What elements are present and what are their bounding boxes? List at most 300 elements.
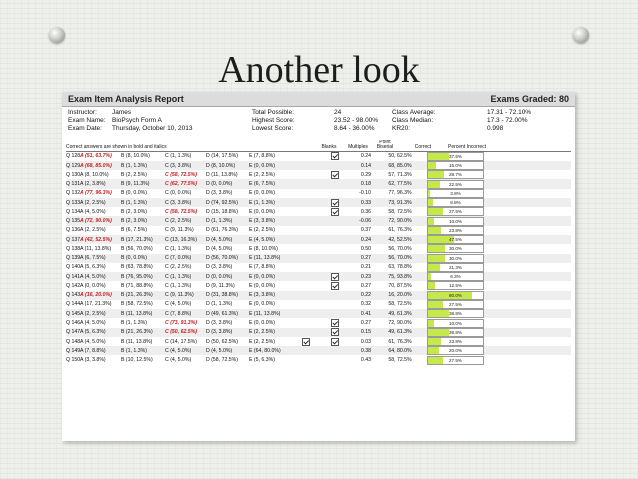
col-percent-incorrect: Percent Incorrect bbox=[448, 143, 487, 150]
summary-value-b: 24 bbox=[334, 109, 342, 116]
option-a: A (4, 5.0%) bbox=[80, 320, 106, 327]
percent-incorrect-cell bbox=[425, 319, 487, 328]
summary-value-c: 17.31 - 72.10% bbox=[487, 109, 532, 116]
percent-incorrect-label: 23.8% bbox=[448, 227, 463, 233]
question-number: Q 143 bbox=[66, 292, 80, 299]
option-d: D (11, 13.8%) bbox=[206, 171, 238, 178]
option-d: D (4, 5.0%) bbox=[206, 347, 233, 354]
option-b: B (76, 95.0%) bbox=[121, 273, 153, 280]
option-d: D (3, 3.8%) bbox=[206, 264, 233, 271]
option-e: E (0, 0.0%) bbox=[249, 320, 275, 327]
percent-incorrect-bar bbox=[427, 356, 484, 365]
option-d: D (1, 1.3%) bbox=[206, 218, 233, 225]
percent-incorrect-cell bbox=[425, 254, 487, 263]
point-biserial: 0.27 bbox=[360, 255, 371, 262]
correct-count: 62, 77.5% bbox=[388, 181, 412, 188]
pushpin-right-icon bbox=[573, 27, 589, 43]
option-e: E (11, 13.8%) bbox=[249, 255, 281, 262]
table-row bbox=[66, 244, 571, 253]
option-e: E (7, 8.8%) bbox=[249, 153, 275, 160]
percent-incorrect-label: 47.5% bbox=[448, 237, 463, 243]
summary-value-c: 17.3 - 72.00% bbox=[487, 117, 528, 125]
option-c: C (73, 91.3%) bbox=[165, 320, 198, 327]
option-d: D (3, 3.8%) bbox=[206, 320, 233, 327]
point-biserial: 0.36 bbox=[360, 208, 371, 215]
correct-count: 63, 78.8% bbox=[388, 264, 412, 271]
col-blanks: Blanks bbox=[321, 143, 337, 150]
summary-value-a: BioPsych Form A bbox=[112, 117, 162, 125]
option-e: E (2, 2.5%) bbox=[249, 171, 275, 178]
percent-incorrect-bar bbox=[427, 272, 484, 281]
option-a: A (17, 21.3%) bbox=[80, 301, 112, 308]
percent-incorrect-cell bbox=[425, 309, 487, 318]
percent-incorrect-cell bbox=[425, 281, 487, 290]
percent-incorrect-bar bbox=[427, 309, 484, 318]
summary-value-b: 8.64 - 36.00% bbox=[334, 125, 375, 133]
point-biserial: 0.24 bbox=[360, 153, 371, 160]
percent-incorrect-cell bbox=[425, 263, 487, 272]
option-d: D (31, 38.8%) bbox=[206, 292, 239, 299]
question-number: Q 137 bbox=[66, 236, 80, 243]
exam-item-analysis-report bbox=[62, 92, 575, 441]
option-b: B (2, 2.5%) bbox=[121, 171, 147, 178]
percent-incorrect-cell bbox=[425, 207, 487, 216]
option-c: C (1, 1.3%) bbox=[165, 245, 192, 252]
table-row bbox=[66, 300, 571, 309]
table-row bbox=[66, 216, 571, 225]
correct-count: 49, 61.3% bbox=[388, 310, 412, 317]
table-row bbox=[66, 152, 571, 161]
option-a: A (77, 96.3%) bbox=[80, 190, 112, 197]
option-d: D (3, 3.8%) bbox=[206, 329, 233, 336]
percent-incorrect-label: 22.5% bbox=[448, 181, 463, 187]
exam-summary bbox=[62, 107, 575, 134]
report-header-bar bbox=[62, 92, 575, 107]
option-d: D (15, 18.8%) bbox=[206, 208, 239, 215]
point-biserial: 0.21 bbox=[360, 264, 371, 271]
option-b: B (1, 1.3%) bbox=[121, 347, 147, 354]
point-biserial: 0.41 bbox=[360, 310, 371, 317]
option-e: E (0, 0.0%) bbox=[249, 282, 275, 289]
summary-label-a: Instructor: bbox=[68, 109, 97, 116]
option-b: B (63, 78.8%) bbox=[121, 264, 153, 271]
question-number: Q 141 bbox=[66, 273, 80, 280]
percent-incorrect-cell bbox=[425, 244, 487, 253]
option-a: A (4, 5.0%) bbox=[80, 338, 106, 345]
option-c: C (4, 5.0%) bbox=[165, 357, 192, 364]
option-e: E (11, 13.8%) bbox=[249, 310, 281, 317]
percent-incorrect-label: 38.8% bbox=[448, 329, 463, 335]
option-d: D (8, 10.0%) bbox=[206, 162, 236, 169]
option-c: C (9, 11.3%) bbox=[165, 292, 194, 299]
correct-count: 72, 90.0% bbox=[388, 218, 412, 225]
correct-count: 56, 70.0% bbox=[388, 245, 412, 252]
question-number: Q 149 bbox=[66, 347, 80, 354]
option-c: C (2, 2.5%) bbox=[165, 264, 192, 271]
multiples-cell bbox=[321, 208, 349, 216]
option-e: E (8, 10.0%) bbox=[249, 245, 278, 252]
percent-incorrect-cell bbox=[425, 337, 487, 346]
multiples-checkbox-icon bbox=[331, 338, 339, 346]
option-b: B (9, 11.3%) bbox=[121, 181, 150, 188]
percent-incorrect-bar bbox=[427, 244, 484, 253]
question-number: Q 139 bbox=[66, 255, 80, 262]
summary-value-b: 23.52 - 98.00% bbox=[334, 117, 379, 125]
table-row bbox=[66, 235, 571, 244]
table-row bbox=[66, 179, 571, 188]
percent-incorrect-label: 10.0% bbox=[448, 218, 463, 224]
table-row bbox=[66, 291, 571, 300]
option-e: E (7, 8.8%) bbox=[249, 264, 275, 271]
option-a: A (16, 20.0%) bbox=[80, 292, 112, 299]
correct-count: 42, 52.5% bbox=[388, 236, 412, 243]
option-e: E (0, 0.0%) bbox=[249, 273, 275, 280]
question-number: Q 150 bbox=[66, 357, 80, 364]
option-e: E (0, 0.0%) bbox=[249, 301, 275, 308]
point-biserial: 0.50 bbox=[360, 245, 371, 252]
point-biserial: 0.33 bbox=[360, 199, 371, 206]
percent-incorrect-bar bbox=[427, 170, 484, 179]
percent-incorrect-label: 6.3% bbox=[450, 274, 461, 280]
correct-count: 57, 71.3% bbox=[388, 171, 412, 178]
option-d: D (61, 76.3%) bbox=[206, 227, 239, 234]
table-row bbox=[66, 263, 571, 272]
multiples-cell bbox=[321, 152, 349, 160]
option-b: B (71, 88.8%) bbox=[121, 282, 153, 289]
option-d: D (0, 0.0%) bbox=[206, 273, 233, 280]
percent-incorrect-label: 28.7% bbox=[448, 172, 463, 178]
question-number: Q 132 bbox=[66, 190, 80, 197]
option-b: B (2, 3.0%) bbox=[121, 218, 147, 225]
percent-incorrect-label: 27.5% bbox=[448, 301, 463, 307]
correct-count: 72, 90.0% bbox=[388, 320, 412, 327]
option-c: C (4, 5.0%) bbox=[165, 301, 192, 308]
multiples-checkbox-icon bbox=[331, 171, 339, 179]
option-e: E (3, 3.8%) bbox=[249, 292, 275, 299]
percent-incorrect-bar bbox=[427, 161, 484, 170]
correct-count: 58, 72.5% bbox=[388, 301, 412, 308]
correct-answer-note: Correct answers are shown in bold and italics bbox=[66, 143, 167, 150]
summary-label-c: Class Median: bbox=[392, 117, 434, 125]
table-row bbox=[66, 226, 571, 235]
percent-incorrect-bar bbox=[427, 189, 484, 198]
percent-incorrect-bar bbox=[427, 235, 484, 244]
option-c: C (58, 72.5%) bbox=[165, 208, 198, 215]
multiples-cell bbox=[321, 319, 349, 327]
question-number: Q 135 bbox=[66, 218, 80, 225]
option-c: C (14, 17.5%) bbox=[165, 338, 198, 345]
percent-incorrect-label: 23.8% bbox=[448, 339, 463, 345]
col-point-biserial: Point Biserial bbox=[376, 139, 394, 150]
option-a: A (8, 10.0%) bbox=[80, 171, 109, 178]
option-e: E (3, 3.8%) bbox=[249, 218, 275, 225]
correct-count: 56, 70.0% bbox=[388, 255, 412, 262]
summary-value-a: Thursday, October 10, 2013 bbox=[112, 125, 193, 133]
column-header-row bbox=[66, 136, 571, 152]
percent-incorrect-cell bbox=[425, 235, 487, 244]
summary-label-a: Exam Date: bbox=[68, 125, 102, 133]
correct-count: 58, 72.5% bbox=[388, 357, 412, 364]
percent-incorrect-bar bbox=[427, 346, 484, 355]
question-number: Q 129 bbox=[66, 162, 80, 169]
table-row bbox=[66, 189, 571, 198]
percent-incorrect-label: 37.5% bbox=[448, 153, 463, 159]
option-c: C (7, 8.8%) bbox=[165, 310, 192, 317]
question-number: Q 144 bbox=[66, 301, 80, 308]
option-a: A (0, 0.0%) bbox=[80, 282, 106, 289]
table-row bbox=[66, 281, 571, 290]
col-multiples: Multiples bbox=[348, 143, 368, 150]
percent-incorrect-label: 20.0% bbox=[448, 348, 463, 354]
option-c: C (7, 0.0%) bbox=[165, 255, 192, 262]
blanks-cell bbox=[291, 338, 321, 346]
multiples-checkbox-icon bbox=[331, 208, 339, 216]
table-row bbox=[66, 346, 571, 355]
percent-incorrect-cell bbox=[425, 272, 487, 281]
summary-label-c: Class Average: bbox=[392, 109, 436, 116]
multiples-checkbox-icon bbox=[331, 328, 339, 336]
percent-incorrect-bar bbox=[427, 207, 484, 216]
correct-count: 49, 61.3% bbox=[388, 329, 412, 336]
percent-incorrect-bar bbox=[427, 180, 484, 189]
option-a: A (6, 7.5%) bbox=[80, 255, 106, 262]
option-e: E (0, 0.0%) bbox=[249, 190, 275, 197]
question-number: Q 142 bbox=[66, 282, 80, 289]
point-biserial: 0.14 bbox=[360, 162, 371, 169]
option-e: E (6, 7.5%) bbox=[249, 181, 275, 188]
point-biserial: 0.43 bbox=[360, 357, 371, 364]
option-c: C (1, 1.3%) bbox=[165, 153, 192, 160]
multiples-cell bbox=[321, 171, 349, 179]
percent-incorrect-label: 27.5% bbox=[448, 357, 463, 363]
point-biserial: -0.06 bbox=[359, 218, 371, 225]
percent-incorrect-bar bbox=[427, 217, 484, 226]
option-b: B (0, 0.0%) bbox=[121, 255, 147, 262]
multiples-cell bbox=[321, 199, 349, 207]
point-biserial: 0.18 bbox=[360, 181, 371, 188]
summary-label-b: Lowest Score: bbox=[252, 125, 294, 133]
option-d: D (56, 70.0%) bbox=[206, 255, 239, 262]
question-number: Q 136 bbox=[66, 227, 80, 234]
option-e: E (2, 2.5%) bbox=[249, 338, 275, 345]
percent-incorrect-label: 80.0% bbox=[448, 292, 463, 298]
option-d: D (4, 5.0%) bbox=[206, 236, 233, 243]
option-e: E (2, 2.5%) bbox=[249, 227, 275, 234]
multiples-cell bbox=[321, 338, 349, 346]
table-row bbox=[66, 170, 571, 179]
point-biserial: 0.29 bbox=[360, 171, 371, 178]
option-e: E (1, 1.3%) bbox=[249, 199, 275, 206]
option-c: C (3, 3.8%) bbox=[165, 199, 192, 206]
option-a: A (2, 3.8%) bbox=[80, 181, 106, 188]
option-d: D (49, 61.3%) bbox=[206, 310, 239, 317]
point-biserial: 0.32 bbox=[360, 301, 371, 308]
percent-incorrect-label: 10.0% bbox=[448, 320, 463, 326]
option-b: B (0, 0.0%) bbox=[121, 190, 147, 197]
percent-incorrect-bar bbox=[427, 198, 484, 207]
correct-count: 73, 91.3% bbox=[388, 199, 412, 206]
option-d: D (14, 17.5%) bbox=[206, 153, 239, 160]
percent-incorrect-cell bbox=[425, 356, 487, 365]
table-row bbox=[66, 309, 571, 318]
percent-incorrect-cell bbox=[425, 152, 487, 161]
option-a: A (51, 63.7%) bbox=[80, 153, 112, 160]
option-e: E (0, 0.0%) bbox=[249, 208, 275, 215]
option-b: B (10, 12.5%) bbox=[121, 357, 153, 364]
question-number: Q 138 bbox=[66, 245, 80, 252]
option-b: B (11, 13.8%) bbox=[121, 338, 153, 345]
percent-incorrect-cell bbox=[425, 300, 487, 309]
option-a: A (68, 85.0%) bbox=[80, 162, 112, 169]
item-table bbox=[62, 152, 575, 365]
option-e: E (4, 5.0%) bbox=[249, 236, 275, 243]
option-b: B (21, 26.3%) bbox=[121, 329, 153, 336]
correct-count: 77, 96.3% bbox=[388, 190, 412, 197]
option-c: C (0, 0.0%) bbox=[165, 190, 192, 197]
option-b: B (56, 70.0%) bbox=[121, 245, 153, 252]
table-row bbox=[66, 272, 571, 281]
question-number: Q 128 bbox=[66, 153, 80, 160]
option-b: B (11, 13.8%) bbox=[121, 310, 153, 317]
option-b: B (58, 72.5%) bbox=[121, 301, 153, 308]
percent-incorrect-label: 15.0% bbox=[448, 163, 463, 168]
option-b: B (2, 3.0%) bbox=[121, 208, 147, 215]
summary-label-b: Highest Score: bbox=[252, 117, 295, 125]
percent-incorrect-label: 30.0% bbox=[448, 255, 463, 261]
col-correct: Correct bbox=[414, 143, 432, 150]
percent-incorrect-bar bbox=[427, 254, 484, 263]
option-e: E (0, 0.0%) bbox=[249, 162, 275, 169]
percent-incorrect-label: 3.8% bbox=[450, 190, 461, 196]
percent-incorrect-bar bbox=[427, 337, 484, 346]
option-c: C (50, 62.5%) bbox=[165, 329, 198, 336]
option-a: A (4, 5.0%) bbox=[80, 273, 106, 280]
blanks-checkbox-icon bbox=[302, 338, 310, 346]
table-row bbox=[66, 207, 571, 216]
option-c: C (3, 3.8%) bbox=[165, 162, 192, 169]
option-a: A (2, 2.5%) bbox=[80, 310, 106, 317]
option-b: B (21, 26.3%) bbox=[121, 292, 153, 299]
option-b: B (1, 1.3%) bbox=[121, 199, 147, 206]
point-biserial: -0.10 bbox=[359, 190, 371, 197]
option-b: B (17, 21.3%) bbox=[121, 236, 153, 243]
correct-count: 75, 93.8% bbox=[388, 273, 412, 280]
option-d: D (9, 11.3%) bbox=[206, 282, 235, 289]
percent-incorrect-label: 8.8% bbox=[450, 200, 461, 206]
exams-graded: Exams Graded: 80 bbox=[490, 94, 569, 104]
percent-incorrect-cell bbox=[425, 189, 487, 198]
option-c: C (4, 5.0%) bbox=[165, 347, 192, 354]
percent-incorrect-bar bbox=[427, 300, 484, 309]
table-row bbox=[66, 355, 571, 364]
question-number: Q 147 bbox=[66, 329, 80, 336]
option-b: B (8, 10.0%) bbox=[121, 153, 150, 160]
point-biserial: 0.27 bbox=[360, 282, 371, 289]
option-a: A (11, 13.8%) bbox=[80, 245, 112, 252]
percent-incorrect-bar bbox=[427, 328, 484, 337]
question-number: Q 131 bbox=[66, 181, 80, 188]
table-row bbox=[66, 318, 571, 327]
option-d: D (0, 0.0%) bbox=[206, 181, 233, 188]
percent-incorrect-cell bbox=[425, 328, 487, 337]
point-biserial: 0.23 bbox=[360, 273, 371, 280]
option-d: D (74, 92.5%) bbox=[206, 199, 239, 206]
option-c: C (2, 2.5%) bbox=[165, 218, 192, 225]
question-number: Q 148 bbox=[66, 338, 80, 345]
option-c: C (1, 1.3%) bbox=[165, 273, 192, 280]
table-row bbox=[66, 337, 571, 346]
multiples-cell bbox=[321, 273, 349, 281]
summary-label-c: KR20: bbox=[392, 125, 411, 133]
multiples-checkbox-icon bbox=[331, 152, 339, 160]
percent-incorrect-bar bbox=[427, 226, 484, 235]
point-biserial: 0.24 bbox=[360, 236, 371, 243]
table-row bbox=[66, 254, 571, 263]
percent-incorrect-label: 30.0% bbox=[448, 246, 463, 252]
option-a: A (5, 6.3%) bbox=[80, 264, 106, 271]
option-a: A (4, 5.0%) bbox=[80, 208, 106, 215]
option-e: E (64, 80.0%) bbox=[249, 347, 281, 354]
option-a: A (3, 3.8%) bbox=[80, 357, 106, 364]
correct-count: 61, 76.3% bbox=[388, 338, 412, 345]
question-number: Q 140 bbox=[66, 264, 80, 271]
pushpin-left-icon bbox=[49, 27, 65, 43]
percent-incorrect-bar bbox=[427, 281, 484, 290]
correct-count: 58, 72.5% bbox=[388, 208, 412, 215]
multiples-checkbox-icon bbox=[331, 319, 339, 327]
point-biserial: 0.38 bbox=[360, 347, 371, 354]
summary-value-c: 0.998 bbox=[487, 125, 504, 133]
point-biserial: 0.22 bbox=[360, 292, 371, 299]
multiples-cell bbox=[321, 282, 349, 290]
question-number: Q 134 bbox=[66, 208, 80, 215]
percent-incorrect-cell bbox=[425, 291, 487, 300]
summary-value-a: James bbox=[112, 109, 132, 116]
slide-title: Another look bbox=[218, 49, 420, 91]
option-e: E (2, 2.5%) bbox=[249, 329, 275, 336]
multiples-checkbox-icon bbox=[331, 282, 339, 290]
multiples-checkbox-icon bbox=[331, 199, 339, 207]
percent-incorrect-cell bbox=[425, 170, 487, 179]
correct-count: 50, 62.5% bbox=[388, 153, 412, 160]
correct-count: 64, 80.0% bbox=[388, 347, 412, 354]
report-title: Exam Item Analysis Report bbox=[68, 94, 184, 104]
percent-incorrect-label: 12.5% bbox=[448, 283, 463, 289]
point-biserial: 0.27 bbox=[360, 320, 371, 327]
multiples-cell bbox=[321, 328, 349, 336]
question-number: Q 145 bbox=[66, 310, 80, 317]
percent-incorrect-cell bbox=[425, 161, 487, 170]
option-c: C (62, 77.5%) bbox=[165, 181, 198, 188]
percent-incorrect-label: 27.5% bbox=[448, 209, 463, 215]
correct-count: 70, 87.5% bbox=[388, 282, 412, 289]
option-c: C (9, 11.3%) bbox=[165, 227, 194, 234]
option-a: A (2, 2.5%) bbox=[80, 227, 106, 234]
point-biserial: 0.03 bbox=[360, 338, 371, 345]
table-row bbox=[66, 161, 571, 170]
question-number: Q 146 bbox=[66, 320, 80, 327]
point-biserial: 0.15 bbox=[360, 329, 371, 336]
percent-incorrect-bar bbox=[427, 152, 484, 161]
table-row bbox=[66, 198, 571, 207]
correct-count: 16, 20.0% bbox=[388, 292, 412, 299]
option-c: C (1, 1.3%) bbox=[165, 282, 192, 289]
percent-incorrect-cell bbox=[425, 346, 487, 355]
option-d: D (50, 62.5%) bbox=[206, 338, 239, 345]
option-b: B (1, 1.3%) bbox=[121, 162, 147, 169]
option-c: C (58, 72.5%) bbox=[165, 171, 198, 178]
option-b: B (1, 1.3%) bbox=[121, 320, 147, 327]
